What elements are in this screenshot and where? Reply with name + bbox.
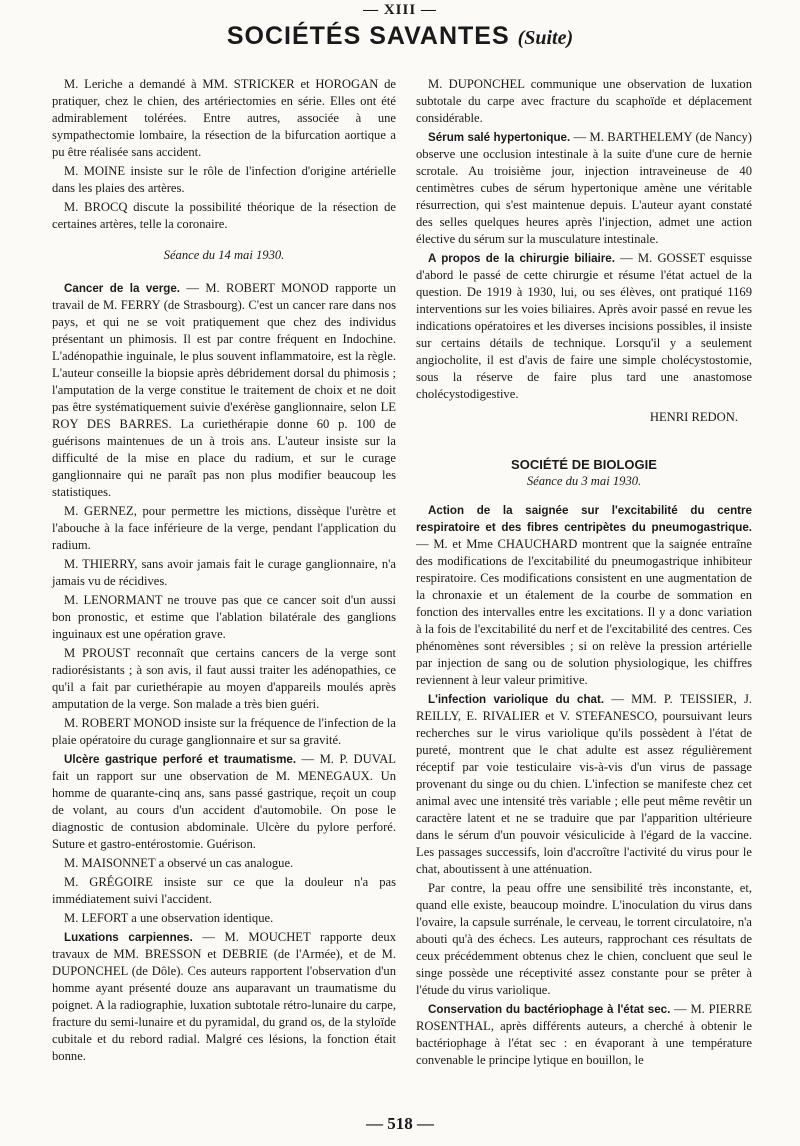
article-bacteriophage [416,1001,752,1069]
paragraph: M. GERNEZ, pour permettre les mictions, dissèque l'urètre et l'abouche à la face inférieure de la verge, pendant l'application du radium. [52,504,396,552]
article-title: Luxations carpiennes. [64,931,193,944]
article-luxations [52,929,396,1065]
page-number: — 518 — [366,1114,434,1133]
article-biliaire [416,250,752,403]
article-title: Conservation du bactériophage à l'état sec. [428,1003,671,1016]
article-text: — M. P. DUVAL fait un rapport sur une observation de M. MENEGAUX. Un homme de quarante-cinq ans, sans passé gastrique, reçoit un coup de volant, au cours d'un accident d'automobile. On pose le diagnostic de contusion abdominale. Ulcère du pylore perforé. Suture et gastro-entérostomie. Guérison. [52,752,396,851]
paragraph: M. LEFORT a une observation identique. [64,911,274,925]
article-text: — M. MOUCHET rapporte deux travaux de MM. BRESSON et DEBRIE (de l'Armée), et de M. DUPONCHEL (de Dôle). Ces auteurs rapportent l'observation d'un homme ayant présenté douze ans auparavant un traumatisme du poignet. A la radiographie, luxation subtotale rétro-lunaire du carpe, fracture du semi-lunaire et du pyramidal, du grand os, de la styloïde cubitale et du rebord radial. Malgré ces lésions, la fonction était bonne. [52,930,396,1063]
article-text: — M. et Mme CHAUCHARD montrent que la saignée entraîne des modifications de l'excitabilité du pneumogastrique inhibiteur respiratoire. Ces modifications consistent en une augmentation de la chronaxie et un étalement de la courbe de sommation en fonction des intervalles entre les excitations. Il y a donc variation à la fois de l'excitabilité du nerf et de l'excitabilité des centres. Ces phénomènes sont réversibles ; si on relève la pression artérielle par injection de sang ou de solution physiologique, les chiffres reviennent à leur valeur primitive. [416,537,752,687]
article-serum [416,129,752,248]
article-text: — M. ROBERT MONOD rapporte un travail de M. FERRY (de Strasbourg). C'est un cancer rare dans nos pays, et qui ne se voit pratiquement que chez des individus présentant un phimosis. Il est par contre fréquent en Indochine. L'adénopathie inguinale, le plus souvent inflammatoire, est la règle. L'auteur conseille la biopsie après débridement dorsal du phimosis ; l'amputation de la verge constitue le traitement de choix et ne doit pas être systématiquement suivie d'exérèse ganglionnaire, selon LE ROY DES BARRES. La curiethérapie donne 60 p. 100 de guérisons maintenues de un à trois ans. L'auteur insiste sur la difficulté de la mise en place du radium, et sur le curage ganglionnaire qui ne paraît pas non plus modifier beaucoup les statistiques. [52,281,396,499]
roman-folio: — XIII — [363,2,437,18]
paragraph: Par contre, la peau offre une sensibilité très inconstante, et, quand elle existe, beaucoup moindre. L'inoculation du virus dans l'ovaire, la capsule surrénale, le cerveau, le torrent circulatoire, n'a abouti qu'à des échecs. Les auteurs, rapprochant ces résultats de ceux précédemment obtenus chez le chien, concluent que seul le singe possède une réceptivité assez constante pour se prêter à l'étude du virus variolique. [416,881,752,997]
article-cancer [52,280,396,501]
author-signature: HENRI REDON. [649,410,738,424]
page-heading [0,22,800,51]
article-text: — M. PIERRE ROSENTHAL, après différents auteurs, a cherché à obtenir le bactériophage à l'état sec : en évaporant à une température convenable le principe lytique en bouillon, le [416,1002,752,1067]
article-title: L'infection variolique du chat. [428,693,605,706]
article-variolique [416,691,752,878]
left-column [52,76,396,1067]
right-column [416,76,752,1071]
paragraph: M. THIERRY, sans avoir jamais fait le curage ganglionnaire, n'a jamais vu de récidives. [52,557,396,588]
paragraph: M. DUPONCHEL communique une observation de luxation subtotale du carpe avec fracture du scaphoïde et déplacement considérable. [416,77,752,125]
paragraph: M. LENORMANT ne trouve pas que ce cancer soit d'un aussi bon pronostic, et estime que l'ablation bilatérale des ganglions inguinaux est une opération grave. [52,593,396,641]
session-date: Séance du 14 mai 1930. [163,248,285,262]
paragraph: M. MAISONNET a observé un cas analogue. [64,856,294,870]
article-title: A propos de la chirurgie biliaire. [428,252,615,265]
paragraph: M. Leriche a demandé à MM. STRICKER et HOROGAN de pratiquer, chez le chien, des artériectomies en série. Elles ont été admirablement tolérées. Entre autres, associée à une sympathectomie lombaire, la résection de la bifurcation aortique a pu être réalisée sans accident. [52,77,396,159]
article-text: — M. BARTHELEMY (de Nancy) observe une occlusion intestinale à la suite d'une cure de hernie scrotale. Au troisième jour, injection intraveineuse de 40 centimètres cubes de sérum hypertonique amène une véritable résurrection, qui s'est maintenue depuis. L'auteur ayant constaté des selles quelques heures après l'injection, admet une action élective du sérum sur la musculature intestinale. [416,130,752,246]
paragraph: M. BROCQ discute la possibilité théorique de la résection de certaines artères, telle la coronaire. [52,200,396,231]
article-title: Sérum salé hypertonique. [428,131,571,144]
article-text: — MM. P. TEISSIER, J. REILLY, E. RIVALIER et V. STEFANESCO, poursuivant leurs recherches sur le virus variolique qu'ils possèdent à l'état de pureté, montrent que le chat adulte est assez régulièrement réceptif par voie testiculaire vis-à-vis d'un virus de passage provenant du singe ou du chien. L'infection se manifeste chez cet animal avec une intensité très variable ; elle peut même revêtir un caractère latent et ne se traduire que par l'apparition ultérieure dans le sérum d'un pouvoir vésiculicide à l'égard de la vaccine. Les passages successifs, loin d'accroître l'activité du virus pour le chat, aboutissent à une atténuation. [416,692,753,876]
heading-title: SOCIÉTÉS SAVANTES [226,22,510,50]
paragraph: M. ROBERT MONOD insiste sur la fréquence de l'infection de la plaie opératoire du curage ganglionnaire et sur sa gravité. [52,716,396,747]
article-title: Ulcère gastrique perforé et traumatisme. [64,753,297,766]
paragraph: M. GRÉGOIRE insiste sur ce que la douleur n'a pas immédiatement suivi l'accident. [52,875,396,906]
paragraph: M PROUST reconnaît que certains cancers de la verge sont radiorésistants ; à son avis, il faut aussi traiter les adénopathies, ce qu'il a fait par curiethérapie au moyen d'appareils moulés après amputation de la verge. Son malade a très bien guéri. [52,646,396,711]
article-ulcere [52,751,396,853]
article-saignee [416,502,752,689]
session-date: Séance du 3 mai 1930. [526,474,642,488]
heading-suite: (Suite) [517,27,574,49]
article-title: Cancer de la verge. [64,282,180,295]
paragraph: M. MOINE insiste sur le rôle de l'infection d'origine artérielle dans les plaies des artères. [52,164,396,195]
article-text: — M. GOSSET esquisse d'abord le passé de cette chirurgie et résume l'état actuel de la question. De 1919 à 1930, lui, ou ses élèves, ont pratiqué 1169 interventions sur les voies biliaires. Après avoir passé en revue les indications opératoires et les diverses incisions possibles, il insiste sur certains détails de technique. Lorsqu'il y a seulement angiocholite, il est d'avis de faire une simple cholécystostomie, sous la réserve de faire plus tard une anastomose cholécystodigestive. [416,251,752,401]
article-title: Action de la saignée sur l'excitabilité du centre respiratoire et des fibres centripètes du pneumogastrique. [416,504,752,534]
section-heading: SOCIÉTÉ DE BIOLOGIE [511,457,657,472]
